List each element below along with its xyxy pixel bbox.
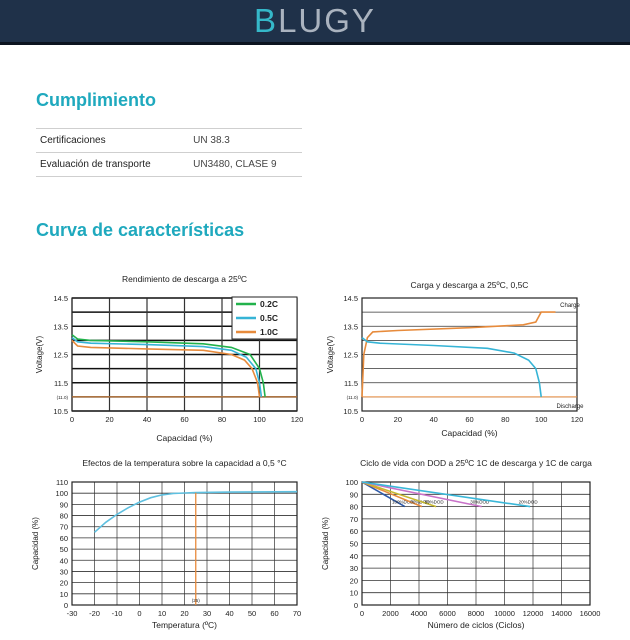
y-axis-label: Capacidad (%) [321, 517, 330, 570]
y-tick-label: 30 [349, 564, 358, 574]
x-tick-label: 60 [465, 415, 474, 424]
y-tick-label: 110 [56, 478, 68, 487]
series-label: 30%DOD [470, 499, 490, 505]
temperature-marker-label: (25) [191, 598, 200, 603]
series-line [362, 338, 541, 397]
y-tick-label: 14.5 [53, 294, 68, 303]
x-tick-label: 100 [534, 415, 548, 424]
spec-label-certifications: Certificaciones [36, 129, 181, 153]
reference-label: (11.0) [56, 394, 68, 400]
x-tick-label: 40 [429, 415, 438, 424]
y-tick-label: 90 [59, 500, 68, 510]
y-tick-label: 0 [353, 601, 358, 610]
y-tick-label: 10 [349, 588, 358, 598]
x-tick-label: 120 [290, 415, 304, 424]
y-tick-label: 80 [349, 502, 358, 512]
legend-label: 1.0C [260, 327, 278, 337]
x-axis-label: Número de ciclos (Ciclos) [427, 620, 525, 630]
x-tick-label: 10000 [494, 609, 515, 618]
x-tick-label: -10 [111, 609, 123, 618]
x-tick-label: 0 [359, 415, 365, 424]
x-tick-label: 16000 [579, 609, 601, 618]
x-tick-label: 60 [180, 415, 189, 424]
table-row [36, 129, 302, 153]
y-tick-label: 10.5 [343, 407, 358, 416]
x-tick-label: 70 [292, 609, 302, 618]
x-tick-label: 50 [247, 609, 257, 618]
compliance-title: Cumplimiento [36, 90, 156, 110]
table-row [36, 153, 302, 177]
y-tick-label: 40 [349, 551, 358, 561]
compliance-table [36, 128, 302, 177]
brand-logo-rest: LUGY [278, 2, 376, 39]
x-tick-label: 10 [157, 609, 167, 618]
y-tick-label: 14.5 [343, 294, 358, 303]
x-tick-label: 2000 [382, 609, 399, 618]
y-tick-label: 0 [63, 601, 68, 610]
y-tick-label: 50 [349, 539, 358, 549]
x-tick-label: 100 [253, 415, 266, 424]
x-tick-label: 40 [225, 609, 234, 618]
y-tick-label: 50 [59, 545, 68, 555]
y-tick-label: 12.5 [343, 350, 358, 360]
y-tick-label: 90 [349, 490, 358, 500]
y-tick-label: 11.5 [53, 378, 68, 388]
legend-label: 0.5C [260, 313, 278, 323]
y-tick-label: 10.5 [53, 407, 68, 416]
top-header-bar [0, 0, 630, 45]
y-axis-label: Voltage(V) [35, 335, 44, 374]
chart-title: Efectos de la temperatura sobre la capacidad a 0,5 °C [82, 458, 287, 468]
series-label: 100%DOD [391, 499, 414, 505]
x-tick-label: 30 [202, 609, 212, 618]
spec-label-transport: Evaluación de transporte [36, 153, 181, 177]
x-tick-label: 6000 [439, 609, 456, 618]
x-tick-label: 20 [180, 609, 189, 618]
y-tick-label: 60 [59, 533, 68, 543]
series-label: 80%DOD [410, 499, 430, 505]
y-tick-label: 40 [59, 556, 68, 566]
characteristic-charts [0, 260, 630, 640]
y-tick-label: 70 [59, 522, 68, 532]
series-line [72, 338, 261, 397]
curves-title: Curva de características [36, 220, 245, 240]
x-tick-label: 12000 [522, 609, 544, 618]
y-tick-label: 100 [345, 478, 358, 487]
x-tick-label: 8000 [467, 609, 485, 618]
chart-title: Carga y descarga a 25ºC, 0,5C [410, 280, 529, 290]
charge-annotation: Charge [560, 303, 580, 309]
y-tick-label: 100 [55, 489, 68, 499]
x-tick-label: -30 [66, 609, 78, 618]
x-tick-label: 20 [105, 415, 114, 424]
brand-logo-first-letter: B [254, 2, 279, 39]
x-axis-label: Capacidad (%) [156, 433, 213, 443]
y-tick-label: 20 [59, 578, 68, 588]
brand-logo[interactable] [0, 2, 630, 40]
y-axis-label: Voltage(V) [326, 335, 335, 374]
x-tick-label: 40 [142, 415, 152, 424]
chart-title: Ciclo de vida con DOD a 25ºC 1C de descarga y 1C de carga [360, 458, 592, 468]
x-tick-label: 80 [501, 415, 510, 424]
x-tick-label: 14000 [551, 609, 572, 618]
spec-value-transport: UN3480, CLASE 9 [181, 153, 302, 177]
x-tick-label: 120 [570, 415, 584, 424]
chart-title: Rendimiento de descarga a 25ºC [121, 274, 248, 284]
x-tick-label: 4000 [410, 609, 428, 618]
y-axis-label: Capacidad (%) [31, 517, 40, 570]
x-tick-label: 0 [69, 415, 75, 424]
y-tick-label: 30 [59, 567, 68, 577]
x-tick-label: 80 [217, 415, 227, 424]
y-tick-label: 60 [349, 527, 358, 537]
x-axis-label: Capacidad (%) [441, 428, 498, 438]
y-tick-label: 13.5 [53, 322, 68, 332]
y-tick-label: 70 [349, 514, 358, 524]
x-tick-label: 0 [137, 609, 142, 618]
x-axis-label: Temperatura (ºC) [152, 620, 217, 630]
spec-value-certifications: UN 38.3 [181, 129, 302, 153]
series-label: 20%DOD [518, 499, 538, 505]
y-tick-label: 12.5 [53, 350, 68, 360]
series-label: 50%DOD [424, 499, 444, 505]
y-tick-label: 11.5 [343, 378, 358, 388]
discharge-annotation: Discharge [556, 404, 584, 410]
y-tick-label: 20 [349, 576, 358, 586]
x-tick-label: 0 [359, 609, 365, 618]
reference-label: (11.0) [346, 394, 358, 400]
x-tick-label: 60 [270, 609, 279, 618]
y-tick-label: 13.5 [343, 322, 358, 332]
y-tick-label: 10 [59, 589, 68, 599]
x-tick-label: -20 [89, 609, 100, 618]
legend-label: 0.2C [260, 299, 278, 309]
y-tick-label: 80 [59, 511, 68, 521]
x-tick-label: 20 [393, 415, 403, 424]
